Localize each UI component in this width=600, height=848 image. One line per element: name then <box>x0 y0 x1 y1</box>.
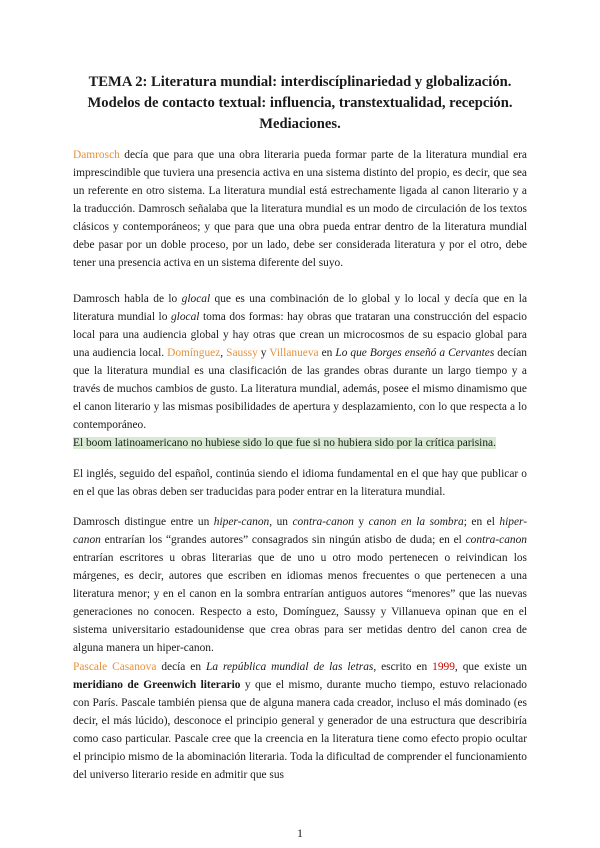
title-line-1: TEMA 2: Literatura mundial: interdiscíplinariedad y globalización. <box>88 74 512 90</box>
text-segment: toma dos formas: hay obras que trataran una construcción del espacio local para una audiencia global y hay otras que crean un microcosmos de su espacio global para una audiencia local. <box>73 311 528 359</box>
author-name: Villanueva <box>269 347 319 359</box>
title-line-3: Mediaciones. <box>259 116 341 132</box>
text-segment: y que el mismo, durante mucho tiempo, estuvo relacionado con París. Pascale también piensa que de alguna manera cada creador, incluso el más dominado (es decir, el más lúcido), desconoce el principio general y generador de una estructura que describiría como caso particular. Pascale cree que la creencia en la literatura tiene como efecto propio ocultar el principio mismo de la abominación literaria. Toda la dificultad de comprender el funcionamiento del universo literario reside en admitir que sus <box>73 679 527 781</box>
author-name: Pascale Casanova <box>73 661 157 673</box>
paragraph-boom <box>73 434 527 452</box>
text-segment: entrarían los “grandes autores” consagrados sin ningún atisbo de duda; en el <box>100 534 466 546</box>
page-number: 1 <box>297 826 303 840</box>
author-name: Damrosch <box>73 149 120 161</box>
text-segment: , un <box>269 516 293 528</box>
book-title: La república mundial de las letras <box>206 661 374 673</box>
text-segment: y <box>257 347 270 359</box>
book-title: Lo que Borges enseñó a Cervantes <box>335 347 495 359</box>
text-segment: entrarían escritores u obras literarias que de uno u otro modo pertenecen o reivindican los márgenes, es decir, autores que escriben en idiomas menos frecuentes o que pertenecen a una literatura menor; y en el canon en la sombra entrarían antiguos autores “menores” que las nuevas generaciones no conocen. Respecto a esto, Domínguez, Saussy y Villanueva opinan que en el sistema universitario estadounidense que crea obras para ser metidas dentro del canon crea de alguna manera un hiper-canon. <box>73 552 527 654</box>
term-canon-sombra: canon en la sombra <box>368 516 464 528</box>
text-segment: ; en el <box>463 516 500 528</box>
paragraph-language <box>73 465 527 501</box>
paragraph-glocal <box>73 290 527 434</box>
text-segment: , que existe un <box>454 661 527 673</box>
paragraph-damrosch-intro <box>73 146 527 272</box>
term-hiper-canon: hiper-canon <box>213 516 270 528</box>
paragraph-text: decía que para que una obra literaria pueda formar parte de la literatura mundial era imprescindible que tuviera una presencia activa en una sistema distinto del propio, es decir, que sea un referente en otro sistema. La literatura mundial está estrechamente ligada al canon literario y a la traducción. Damrosch señalaba que la literatura mundial es un modo de circulación de los textos clásicos y contemporáneos; y que para que una obra pueda entrar dentro de la literatura mundial debe pasar por un doble proceso, por un lado, debe ser considerada literatura y por el otro, debe tener una presencia activa en un sistema diferente del suyo. <box>73 149 527 269</box>
highlighted-sentence: El boom latinoamericano no hubiese sido lo que fue si no hubiera sido por la crítica parisina. <box>73 437 496 449</box>
term-glocal: glocal <box>181 293 211 305</box>
term-contra-canon: contra-canon <box>465 534 527 546</box>
text-segment: , escrito en <box>373 661 433 673</box>
paragraph-casanova <box>73 658 527 784</box>
text-segment: Damrosch habla de lo <box>73 293 182 305</box>
term-glocal: glocal <box>170 311 200 323</box>
paragraph-text: El inglés, seguido del español, continúa siendo el idioma fundamental en el que hay que publicar o en el que las obras deben ser traducidas para poder entrar en la literatura mundial. <box>73 468 527 498</box>
text-segment: decían que la literatura mundial es una clasificación de las grandes obras durante un largo tiempo y a través de muchos cambios de gusto. La literatura mundial, además, posee el mismo dinamismo que el canon literario y las mismas posibilidades de apertura y desplazamiento, con lo que respecta a lo contemporáneo. <box>73 347 527 431</box>
document-title <box>60 72 540 135</box>
term-hiper-canon: hiper-canon <box>73 516 528 546</box>
text-segment: decía en <box>156 661 207 673</box>
publication-year: 1999 <box>432 661 455 673</box>
text-segment: y <box>353 516 369 528</box>
author-name: Saussy <box>226 347 258 359</box>
text-segment: Damrosch distingue entre un <box>73 516 214 528</box>
bold-term: meridiano de Greenwich literario <box>73 679 241 691</box>
author-name: Domínguez <box>167 347 221 359</box>
title-line-2: Modelos de contacto textual: influencia, transtextualidad, recepción. <box>87 95 513 111</box>
text-segment: en <box>318 347 336 359</box>
text-segment: , <box>220 347 227 359</box>
text-segment: que es una combinación de lo global y lo local y decía que en la literatura mundial lo <box>73 293 528 323</box>
paragraph-canon <box>73 513 527 657</box>
term-contra-canon: contra-canon <box>292 516 354 528</box>
